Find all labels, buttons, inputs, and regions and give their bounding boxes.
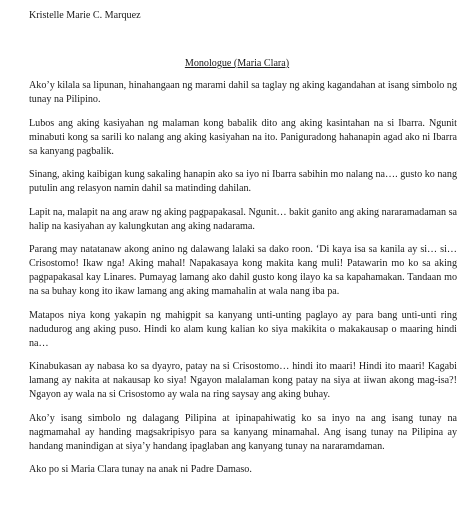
paragraph: Ako’y isang simbolo ng dalagang Pilipina at ipinapahiwatig ko sa inyo na ang isang tunay na nagmamahal ay handing magsakripisyo para sa kanyang minamahal. Ang isang tunay na Pilipina ay handang manindigan at siya’y handang ipaglaban ang kanyang tunay na nararamdaman.: [29, 412, 457, 452]
paragraph: Lubos ang aking kasiyahan ng malaman kong babalik dito ang aking kasintahan na si Ibarra. Ngunit minabuti kong sa sarili ko nalang ang aking kasiyahan na ito. Paniguradong hahanapin agad ako ni Ibarra sa kanyang pagbalik.: [29, 117, 457, 157]
paragraph: Parang may natatanaw akong anino ng dalawang lalaki sa dako roon. ‘Di kaya isa sa kanila ay si… si… Crisostomo! Ikaw nga! Aking mahal! Napakasaya kong makita kang muli! Patawarin mo ko sa aking pagpapakasal kay Linares. Pumayag lamang ako dahil gusto kong ilayo ka sa kapahamakan. Tandaan mo na sa buhay kong ito ikaw lamang ang aking mamahalin at wala nang iba pa.: [29, 244, 457, 297]
paragraph: Lapit na, malapit na ang araw ng aking pagpapakasal. Ngunit… bakit ganito ang aking nararamadaman sa halip na kasiyahan ay kalungkutan ang aking nadarama.: [29, 206, 457, 232]
paragraph: Kinabukasan ay nabasa ko sa dyayro, patay na si Crisostomo… hindi ito maari! Hindi ito maari! Kagabi lamang ay nakita at nakausap ko siya! Ngayon malalaman kong patay na siya at iiwan akong mag-isa?! Ngayon ay wala na si Crisostomo ay wala na ring saysay ang aking buhay.: [29, 361, 457, 400]
paragraph: Sinang, aking kaibigan kung sakaling hanapin ako sa iyo ni Ibarra sabihin mo nalang na…. gusto ko nang putulin ang relasyon namin dahil sa matinding dahilan.: [29, 169, 457, 194]
paragraph: Matapos niya kong yakapin ng mahigpit sa kanyang unti-unting paglayo ay para bang unti-unti ring nadudurog ang aking puso. Hindi ko alam kung kalian ko siya makikita o makakausap o maaring hindi na…: [29, 309, 457, 349]
author-name: Kristelle Marie C. Marquez: [29, 10, 141, 21]
paragraph: Ako’y kilala sa lipunan, hinahangaan ng marami dahil sa taglay ng aking kagandahan at isang simbolo ng tunay na Pilipino.: [29, 80, 457, 105]
monologue-body: [29, 79, 457, 477]
paragraph: Ako po si Maria Clara tunay na anak ni Padre Damaso.: [29, 464, 252, 475]
document-title: Monologue (Maria Clara): [184, 58, 290, 69]
